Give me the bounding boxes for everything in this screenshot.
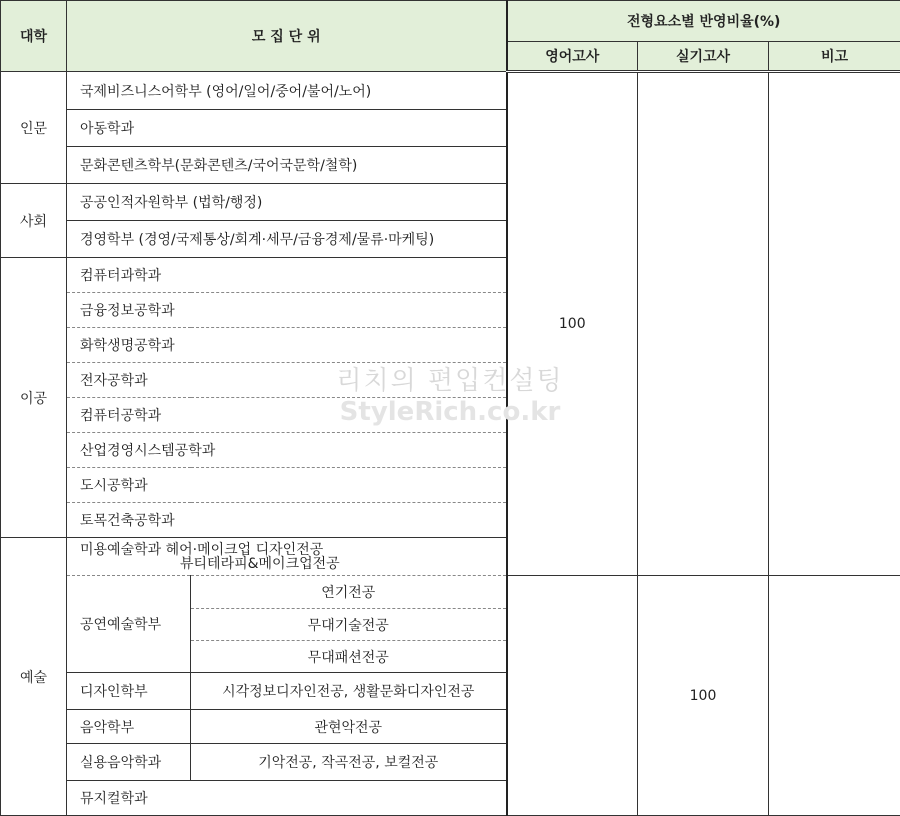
unit-row-design: 디자인학부 (67, 673, 191, 710)
header-ratio: 전형요소별 반영비율(%) (507, 1, 900, 42)
unit-row-musical: 뮤지컬학과 (67, 781, 507, 816)
group-humanities: 인문 (1, 72, 67, 184)
header-note: 비고 (769, 42, 900, 72)
unit-row: 국제비즈니스어학부 (영어/일어/중어/불어/노어) (67, 72, 507, 110)
unit-row-performing-arts: 공연예술학부 (67, 576, 191, 673)
group-social: 사회 (1, 184, 67, 258)
unit-row-practical-music: 실용음악학과 (67, 744, 191, 781)
major-row: 시각정보디자인전공, 생활문화디자인전공 (191, 673, 507, 710)
english-exam-value: 100 (507, 72, 638, 576)
unit-row: 공공인적자원학부 (법학/행정) (67, 184, 507, 221)
note-empty-cell-arts (769, 576, 900, 816)
unit-row: 토목건축공학과 (67, 503, 507, 538)
major-row: 무대패션전공 (191, 641, 507, 673)
beauty-line2: 뷰티테라피&메이크업전공 (80, 557, 506, 571)
watermark-line2: StyleRich.co.kr (330, 397, 570, 427)
unit-row: 도시공학과 (67, 468, 507, 503)
unit-row: 금융정보공학과 (67, 293, 507, 328)
unit-row: 경영학부 (경영/국제통상/회계·세무/금융경제/물류·마케팅) (67, 221, 507, 258)
unit-row: 컴퓨터공학과 (67, 398, 507, 433)
unit-row: 산업경영시스템공학과 (67, 433, 507, 468)
watermark-line1: 리치의 편입컨설팅 (330, 360, 570, 397)
header-english-exam: 영어고사 (507, 42, 638, 72)
unit-row: 문화콘텐츠학부(문화콘텐츠/국어국문학/철학) (67, 147, 507, 184)
major-row: 연기전공 (191, 576, 507, 609)
unit-row: 전자공학과 (67, 363, 507, 398)
unit-row: 아동학과 (67, 110, 507, 147)
unit-row-music: 음악학부 (67, 710, 191, 744)
practical-exam-value: 100 (638, 576, 769, 816)
header-practical-exam: 실기고사 (638, 42, 769, 72)
header-unit: 모 집 단 위 (67, 1, 507, 72)
unit-row-beauty (67, 538, 507, 576)
major-row: 관현악전공 (191, 710, 507, 744)
group-arts: 예술 (1, 538, 67, 816)
unit-row: 화학생명공학과 (67, 328, 507, 363)
major-row: 무대기술전공 (191, 609, 507, 641)
unit-row: 컴퓨터과학과 (67, 258, 507, 293)
english-empty-cell (507, 576, 638, 816)
header-college: 대학 (1, 1, 67, 72)
beauty-line1: 미용예술학과 헤어·메이크업 디자인전공 (80, 543, 506, 557)
note-empty-cell (769, 72, 900, 576)
group-engineering: 이공 (1, 258, 67, 538)
practical-empty-cell (638, 72, 769, 576)
major-row: 기악전공, 작곡전공, 보컬전공 (191, 744, 507, 781)
